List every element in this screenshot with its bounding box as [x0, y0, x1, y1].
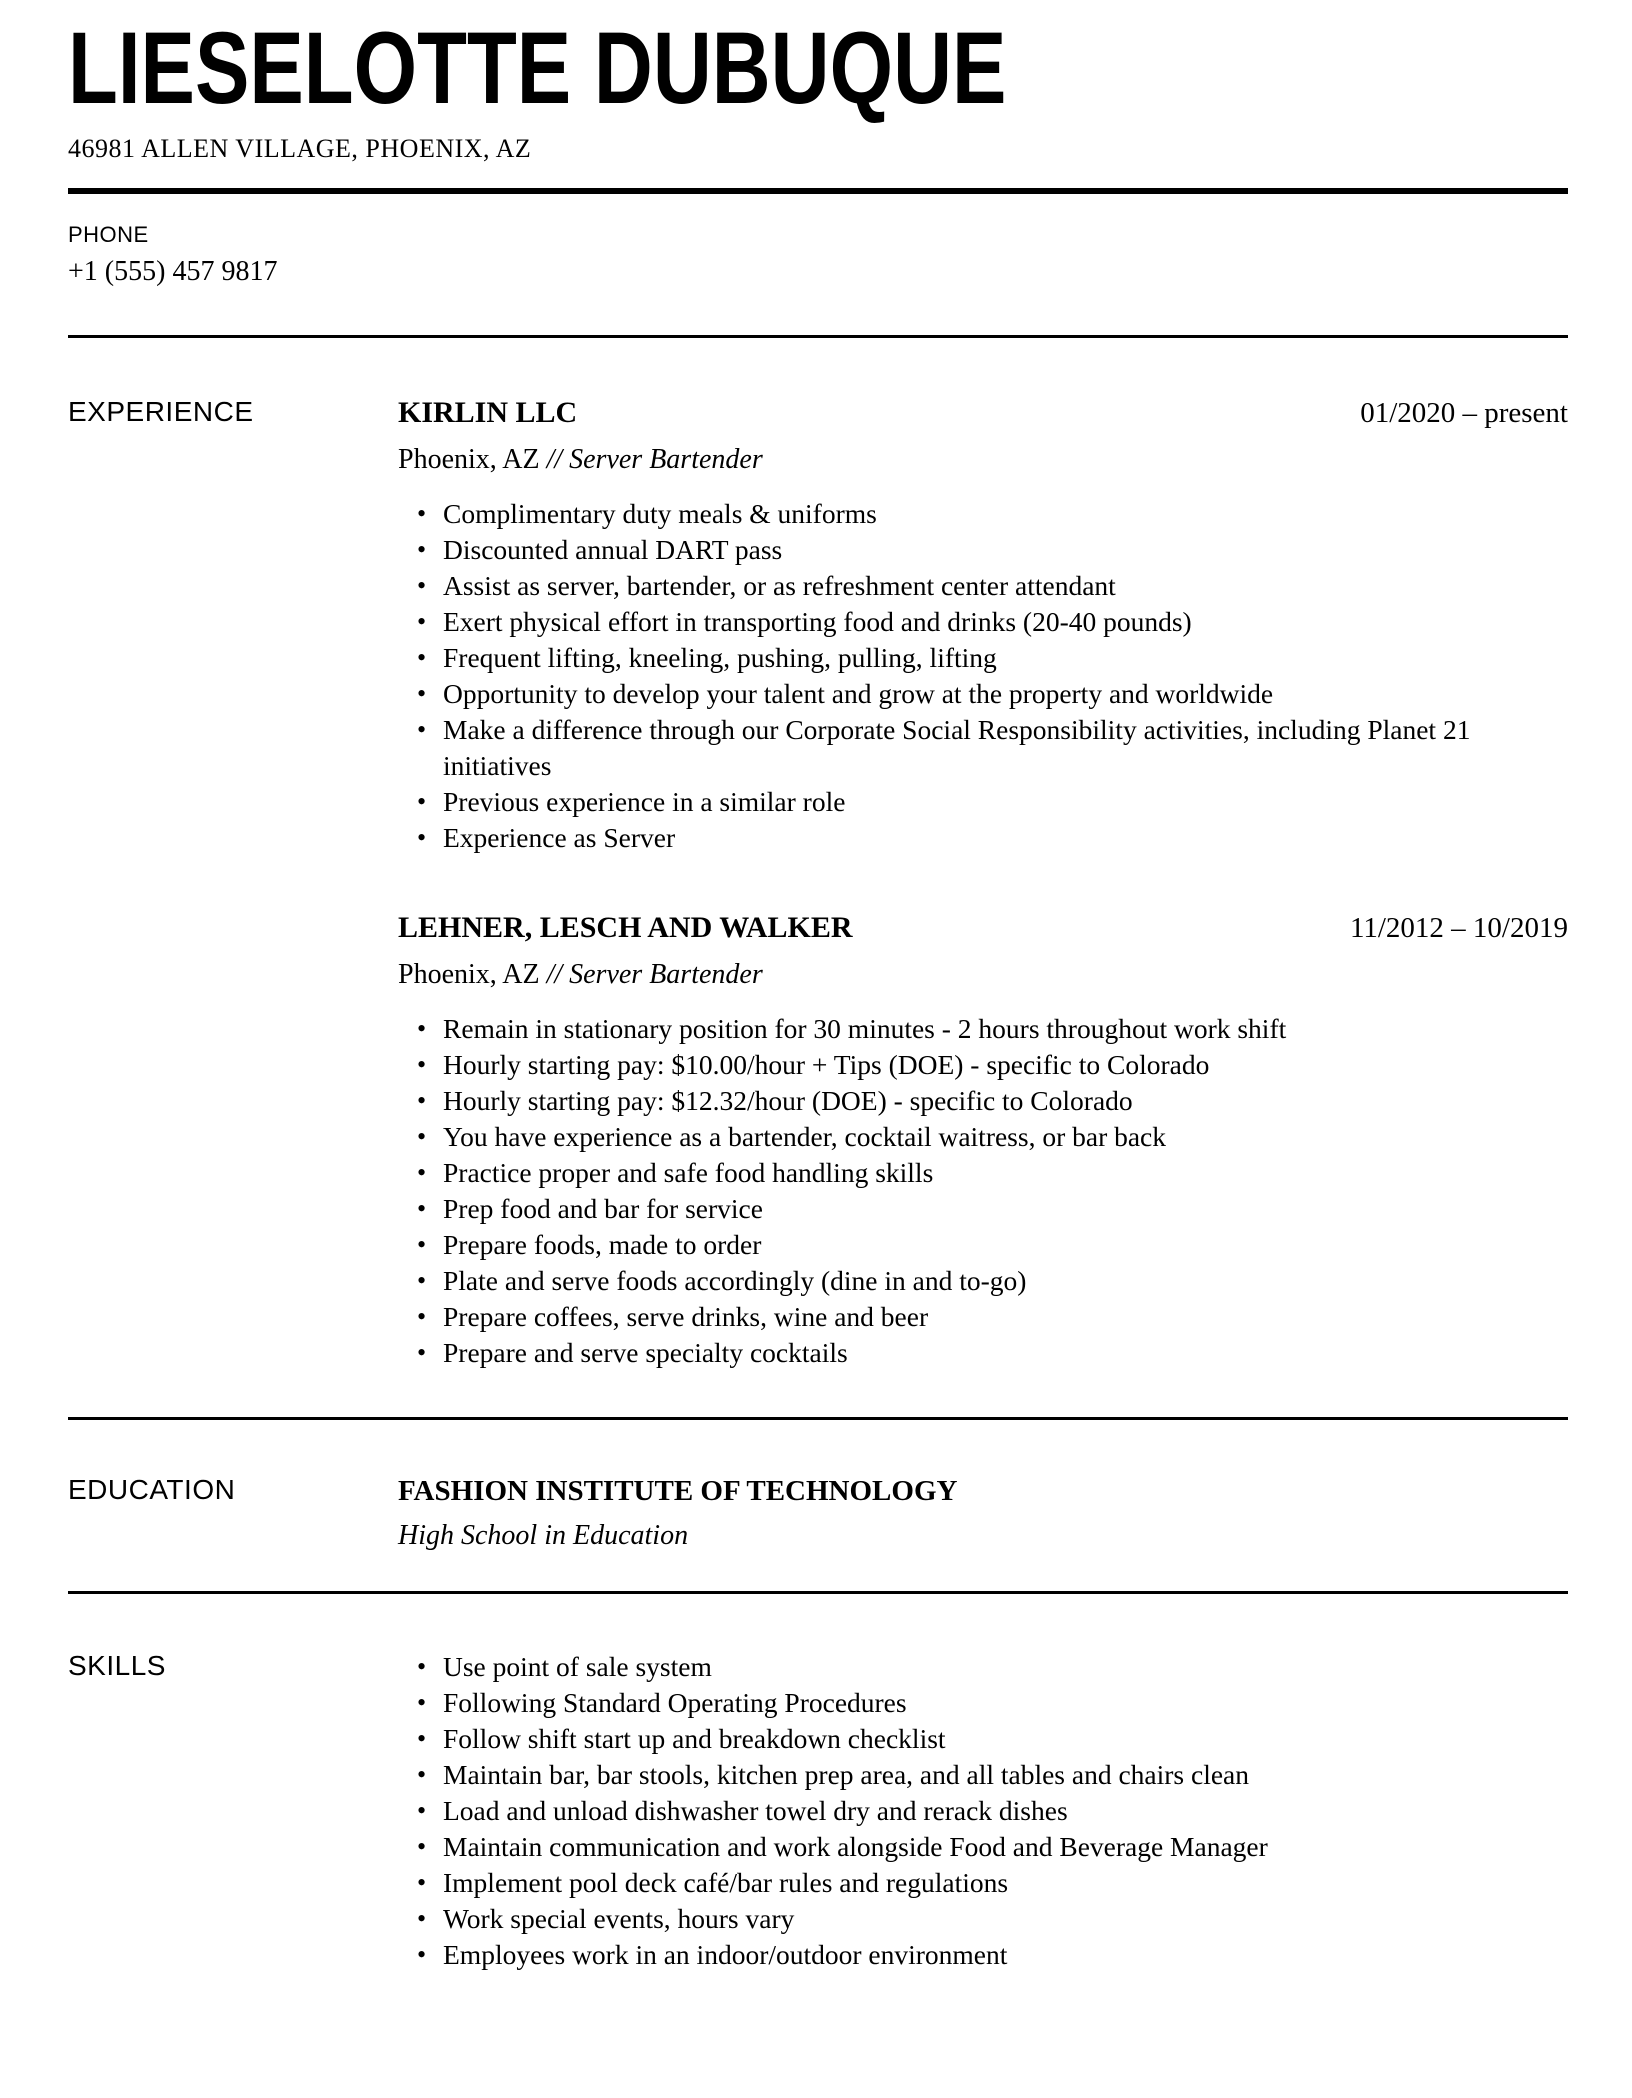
skills-content — [398, 1649, 1568, 1973]
job-dates: 11/2012 – 10/2019 — [1349, 912, 1568, 944]
job-dates: 01/2020 – present — [1360, 397, 1568, 429]
bullet-item: • Opportunity to develop your talent and grow at the property and worldwide — [443, 676, 1568, 712]
education-section — [68, 1473, 1568, 1553]
education-label: EDUCATION — [68, 1474, 236, 1505]
bullet-item: • Prepare coffees, serve drinks, wine and beer — [443, 1299, 1568, 1335]
education-content — [398, 1473, 1568, 1553]
job-subtitle — [398, 958, 1568, 992]
job-subtitle — [398, 443, 1568, 477]
name-wrap — [68, 11, 1568, 125]
experience-section — [68, 395, 1568, 1371]
bullet-item: • Previous experience in a similar role — [443, 784, 1568, 820]
job-bullet-list — [398, 1011, 1568, 1371]
bullet-item: • Plate and serve foods accordingly (dine in and to-go) — [443, 1263, 1568, 1299]
bullet-item: • Work special events, hours vary — [443, 1901, 1568, 1937]
job-header — [398, 395, 1568, 431]
bullet-item: • Following Standard Operating Procedures — [443, 1685, 1568, 1721]
degree-line: High School in Education — [398, 1520, 689, 1551]
bullet-item: • Frequent lifting, kneeling, pushing, pulling, lifting — [443, 640, 1568, 676]
job-separator: // — [546, 959, 563, 990]
phone-value: +1 (555) 457 9817 — [68, 256, 278, 287]
contact-block — [68, 222, 1568, 289]
resume-header — [68, 11, 1568, 338]
bullet-item: • Use point of sale system — [443, 1649, 1568, 1685]
bullet-item: • Practice proper and safe food handling skills — [443, 1155, 1568, 1191]
school-name: FASHION INSTITUTE OF TECHNOLOGY — [398, 1475, 958, 1507]
bullet-item: • Maintain bar, bar stools, kitchen prep area, and all tables and chairs clean — [443, 1757, 1568, 1793]
bullet-item: • Exert physical effort in transporting food and drinks (20-40 pounds) — [443, 604, 1568, 640]
job-role: Server Bartender — [569, 444, 763, 475]
section-divider — [68, 1417, 1568, 1420]
skills-label: SKILLS — [68, 1650, 166, 1681]
skills-section — [68, 1649, 1568, 1973]
bullet-item: • Remain in stationary position for 30 minutes - 2 hours throughout work shift — [443, 1011, 1568, 1047]
bullet-item: • Prepare foods, made to order — [443, 1227, 1568, 1263]
phone-label: PHONE — [68, 222, 149, 247]
bullet-item: • Hourly starting pay: $12.32/hour (DOE) - specific to Colorado — [443, 1083, 1568, 1119]
company-name: LEHNER, LESCH AND WALKER — [398, 911, 853, 944]
job-role: Server Bartender — [569, 959, 763, 990]
bullet-item: • Maintain communication and work alongside Food and Beverage Manager — [443, 1829, 1568, 1865]
bullet-item: • Assist as server, bartender, or as refreshment center attendant — [443, 568, 1568, 604]
bullet-item: • Follow shift start up and breakdown checklist — [443, 1721, 1568, 1757]
bullet-item: • Make a difference through our Corporate Social Responsibility activities, including Planet 21 initiatives — [443, 712, 1568, 784]
section-divider — [68, 335, 1568, 338]
job-location: Phoenix, AZ — [398, 444, 540, 475]
person-name: LIESELOTTE DUBUQUE — [68, 11, 1007, 125]
bullet-item: • You have experience as a bartender, cocktail waitress, or bar back — [443, 1119, 1568, 1155]
bullet-item: • Complimentary duty meals & uniforms — [443, 496, 1568, 532]
bullet-item: • Prepare and serve specialty cocktails — [443, 1335, 1568, 1371]
section-divider — [68, 1591, 1568, 1594]
job-entry-lehner — [398, 910, 1568, 1371]
job-bullet-list — [398, 496, 1568, 856]
experience-content — [398, 395, 1568, 1371]
bullet-item: • Implement pool deck café/bar rules and regulations — [443, 1865, 1568, 1901]
skills-bullet-list — [398, 1649, 1568, 1973]
experience-label: EXPERIENCE — [68, 396, 254, 427]
job-entry-kirlin — [398, 395, 1568, 856]
job-location: Phoenix, AZ — [398, 959, 540, 990]
bullet-item: • Experience as Server — [443, 820, 1568, 856]
bullet-item: • Load and unload dishwasher towel dry and rerack dishes — [443, 1793, 1568, 1829]
bullet-item: • Employees work in an indoor/outdoor environment — [443, 1937, 1568, 1973]
bullet-item: • Discounted annual DART pass — [443, 532, 1568, 568]
bullet-item: • Prep food and bar for service — [443, 1191, 1568, 1227]
header-divider — [68, 188, 1568, 194]
address-line: 46981 ALLEN VILLAGE, PHOENIX, AZ — [68, 134, 532, 163]
job-separator: // — [546, 444, 563, 475]
bullet-item: • Hourly starting pay: $10.00/hour + Tips (DOE) - specific to Colorado — [443, 1047, 1568, 1083]
job-header — [398, 910, 1568, 946]
company-name: KIRLIN LLC — [398, 396, 578, 429]
